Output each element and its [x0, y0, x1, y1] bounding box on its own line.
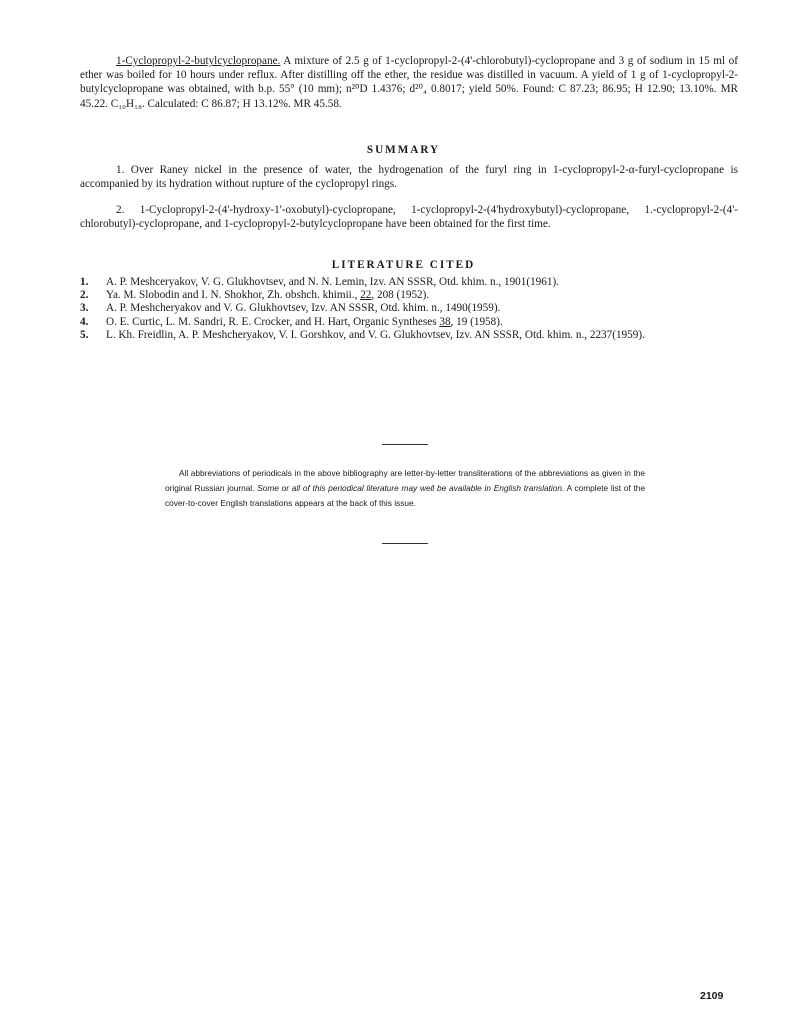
- reference-text: A. P. Meshcheryakov and V. G. Glukhovtsev, Izv. AN SSSR, Otd. khim. n., 1490(1959).: [106, 302, 501, 315]
- reference-item: [80, 329, 740, 342]
- reference-volume: 22: [360, 289, 372, 302]
- summary-point-1: 1. Over Raney nickel in the presence of water, the hydrogenation of the furyl ring in 1-cyclopropyl-2-α-furyl-cyclopropane is accompanied by its hydration without rupture of the cyclopropyl rings.: [80, 164, 738, 191]
- reference-list: [80, 276, 740, 342]
- summary-heading: SUMMARY: [366, 144, 441, 156]
- reference-number: 2.: [80, 289, 89, 302]
- footnote-italic-text: Some or all of this periodical literature may well be available in English translation.: [257, 483, 565, 493]
- synthesis-text: A mixture of 2.5 g of 1-cyclopropyl-2-(4'-chlorobutyl)-cyclopropane and 3 g of sodium in 15 ml of ether was boiled for 10 hours under reflux. After distilling off the ether, the residue was distilled in vacuum. A yield of 1 g of 1-cyclopropyl-2-butylcyclopropane was obtained, with b.p. 55° (10 mm); n²⁰D 1.4376; d²⁰₄ 0.8017; yield 50%. Found: C 87.23; 86.95; H 12.90; 13.10%. MR 45.22. C₁₀H₁₈. Calculated: C 86.87; H 13.12%. MR 45.58.: [80, 55, 738, 110]
- reference-text: A. P. Meshceryakov, V. G. Glukhovtsev, and N. N. Lemin, Izv. AN SSSR, Otd. khim. n., 1901(1961).: [106, 276, 559, 288]
- footnote-text: All abbreviations of periodicals in the above bibliography are letter-by-letter transliterations of the abbreviations as given in the original Russian journal.: [165, 468, 645, 493]
- reference-volume: 38: [439, 315, 451, 328]
- reference-item: [80, 316, 740, 329]
- reference-item: [80, 289, 740, 302]
- reference-text: O. E. Curtic, L. M. Sandri, R. E. Crocker, and H. Hart, Organic Syntheses: [106, 315, 440, 328]
- reference-number: 5.: [80, 328, 89, 341]
- reference-text: Ya. M. Slobodin and I. N. Shokhor, Zh. obshch. khimii.,: [106, 289, 361, 302]
- literature-heading: LITERATURE CITED: [331, 259, 476, 271]
- reference-text: L. Kh. Freidlin, A. P. Meshcheryakov, V. I. Gorshkov, and V. G. Glukhovtsev, Izv. AN SSSR, Otd. khim. n., 2237(1959).: [106, 328, 645, 341]
- compound-name: 1-Cyclopropyl-2-butylcyclopropane.: [116, 55, 281, 67]
- divider-rule-bottom: [382, 543, 428, 544]
- reference-number: 1.: [80, 276, 89, 288]
- reference-text-tail: , 19 (1958).: [450, 315, 503, 328]
- reference-text-tail: , 208 (1952).: [371, 289, 430, 302]
- footnote-text-tail: A complete list of the cover-to-cover English translations appears at the back of this issue.: [165, 483, 645, 508]
- summary-point-2: 2. 1-Cyclopropyl-2-(4'-hydroxy-1'-oxobutyl)-cyclopropane, 1-cyclopropyl-2-(4'hydroxybutyl)-cyclopropane, 1.-cyclopropyl-2-(4'-chlorobutyl)-cyclopropane, and 1-cyclopropyl-2-butylcyclopropane have been obtained for the first time.: [80, 204, 738, 231]
- reference-item: [80, 276, 740, 289]
- reference-number: 4.: [80, 315, 89, 328]
- page-number: 2109: [700, 990, 724, 1002]
- reference-number: 3.: [80, 302, 89, 315]
- synthesis-paragraph: [80, 54, 738, 111]
- reference-item: [80, 302, 740, 315]
- abbreviations-footnote: [165, 466, 645, 511]
- divider-rule-top: [382, 444, 428, 445]
